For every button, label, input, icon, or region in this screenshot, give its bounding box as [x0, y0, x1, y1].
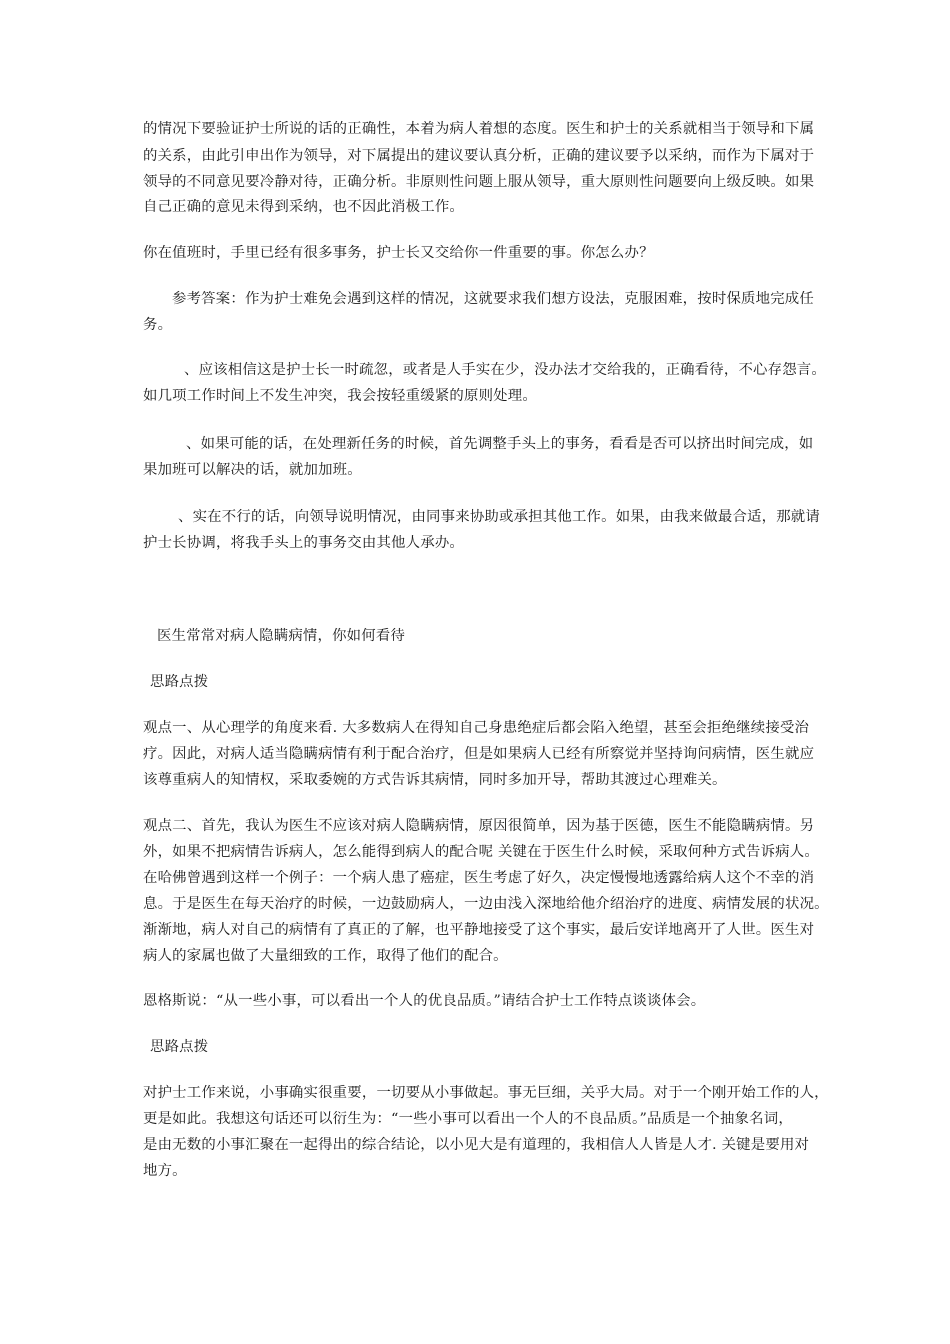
reference-answer: 务。: [143, 317, 173, 333]
answer-point: 、应该相信这是护士长一时疏忽，或者是人手实在少，没办法才交给我的，正确看待，不心存怨言。: [184, 362, 826, 378]
question-heading: 医生常常对病人隐瞒病情，你如何看待: [157, 628, 406, 644]
hint-heading: 思路点拨: [150, 1039, 209, 1055]
viewpoint-line: 该尊重病人的知情权，采取委婉的方式告诉其病情，同时多加开导，帮助其渡过心理难关。: [143, 772, 727, 788]
viewpoint-line: 渐渐地，病人对自己的病情有了真正的了解，也平静地接受了这个事实，最后安详地离开了人世。医生对: [143, 922, 815, 938]
paragraph-line: 的情况下要验证护士所说的话的正确性，本着为病人着想的态度。医生和护士的关系就相当于领导和下属: [143, 121, 815, 137]
hint-heading: 思路点拨: [150, 674, 209, 690]
answer-line: 更是如此。我想这句话还可以衍生为：“一些小事可以看出一个人的不良品质。”品质是一个抽象名词，: [143, 1111, 793, 1127]
viewpoint-line: 观点一、从心理学的角度来看. 大多数病人在得知自己身患绝症后都会陷入绝望，甚至会拒绝继续接受治: [143, 720, 810, 736]
answer-line: 是由无数的小事汇聚在一起得出的综合结论，以小见大是有道理的，我相信人人皆是人才. 关键是要用对: [143, 1137, 810, 1153]
viewpoint-line: 观点二、首先，我认为医生不应该对病人隐瞒病情，原因很简单，因为基于医德，医生不能隐瞒病情。另: [143, 818, 815, 834]
answer-point: 如几项工作时间上不发生冲突，我会按轻重缓紧的原则处理。: [143, 388, 537, 404]
paragraph-line: 自己正确的意见未得到采纳，也不因此消极工作。: [143, 199, 464, 215]
paragraph-line: 领导的不同意见要冷静对待，正确分析。非原则性问题上服从领导，重大原则性问题要向上级反映。如果: [143, 174, 815, 190]
paragraph-line: 的关系，由此引申出作为领导，对下属提出的建议要认真分析，正确的建议要予以采纳，而作为下属对于: [143, 148, 815, 164]
answer-line: 对护士工作来说，小事确实很重要，一切要从小事做起。事无巨细，关乎大局。对于一个刚开始工作的人，: [143, 1085, 829, 1101]
reference-answer: 参考答案：作为护士难免会遇到这样的情况，这就要求我们想方设法，克服困难，按时保质地完成任: [172, 291, 814, 307]
answer-point: 、如果可能的话，在处理新任务的时候，首先调整手头上的事务，看看是否可以挤出时间完成，如: [186, 436, 814, 452]
question-heading: 恩格斯说：“从一些小事，可以看出一个人的优良品质。”请结合护士工作特点谈谈体会。: [143, 993, 706, 1009]
viewpoint-line: 疗。因此，对病人适当隐瞒病情有利于配合治疗，但是如果病人已经有所察觉并坚持询问病情，医生就应: [143, 746, 815, 762]
answer-point: 护士长协调，将我手头上的事务交由其他人承办。: [143, 535, 464, 551]
viewpoint-line: 外，如果不把病情告诉病人，怎么能得到病人的配合呢 关键在于医生什么时候，采取何种方式告诉病人。: [143, 844, 819, 860]
answer-point: 果加班可以解决的话，就加加班。: [143, 462, 362, 478]
viewpoint-line: 病人的家属也做了大量细致的工作，取得了他们的配合。: [143, 948, 508, 964]
viewpoint-line: 在哈佛曾遇到这样一个例子：一个病人患了癌症，医生考虑了好久，决定慢慢地透露给病人这个不幸的消: [143, 870, 815, 886]
question-heading: 你在值班时，手里已经有很多事务，护士长又交给你一件重要的事。你怎么办？: [143, 245, 654, 261]
answer-point: 、实在不行的话，向领导说明情况，由同事来协助或承担其他工作。如果，由我来做最合适，那就请: [178, 509, 820, 525]
viewpoint-line: 息。于是医生在每天治疗的时候，一边鼓励病人，一边由浅入深地给他介绍治疗的进度、病情发展的状况。: [143, 896, 829, 912]
answer-line: 地方。: [143, 1163, 187, 1179]
